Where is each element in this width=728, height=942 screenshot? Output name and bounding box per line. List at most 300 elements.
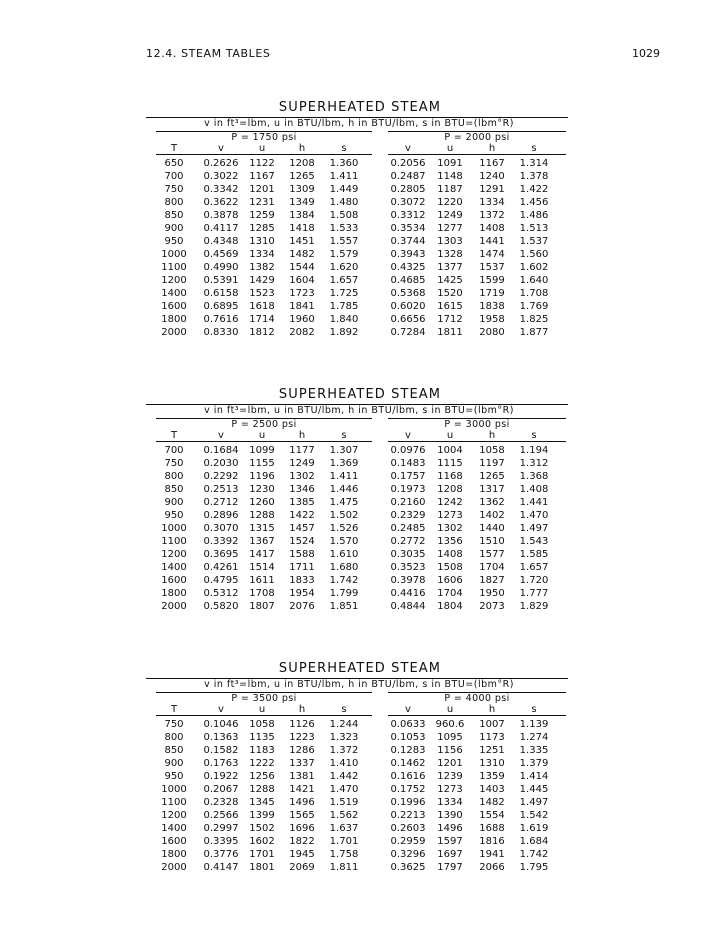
table-cell: 1148 (437, 171, 463, 182)
table-cell: 1230 (249, 484, 275, 495)
table-cell: 1249 (289, 458, 315, 469)
table-cell: 1960 (289, 314, 315, 325)
table-cell: 1167 (249, 171, 275, 182)
table-cell: 1615 (437, 301, 463, 312)
table-cell: 0.4147 (203, 862, 239, 873)
table-cell: 1811 (437, 327, 463, 338)
table-cell: 1800 (161, 588, 187, 599)
table-cell: 1273 (437, 784, 463, 795)
table-cell: 1599 (479, 275, 505, 286)
table-row (146, 287, 568, 300)
table-cell: 1.684 (519, 836, 549, 847)
table-row (146, 470, 568, 483)
table-cell: 1317 (479, 484, 505, 495)
table-cell: 1.640 (519, 275, 549, 286)
table-row (146, 157, 568, 170)
table-cell: 0.4325 (390, 262, 426, 273)
table-cell: 1000 (161, 523, 187, 534)
table-cell: 0.3523 (390, 562, 426, 573)
section-header: 12.4. STEAM TABLES (146, 47, 271, 60)
table-cell: 0.1684 (203, 445, 239, 456)
table-cell: 0.3625 (390, 862, 426, 873)
table-cell: 0.1616 (390, 771, 426, 782)
table-cell: 1242 (437, 497, 463, 508)
pressure-label-left: P = 3500 psi (231, 693, 297, 704)
table-cell: 1816 (479, 836, 505, 847)
table-cell: 0.2487 (390, 171, 426, 182)
table-cell: 1.570 (329, 536, 359, 547)
table-cell: 1.368 (519, 471, 549, 482)
table-cell: 1208 (289, 158, 315, 169)
table-cell: 1.408 (519, 484, 549, 495)
table-cell: 0.2292 (203, 471, 239, 482)
units-line: v in ft³=lbm, u in BTU/lbm, h in BTU/lbm, s in BTU=(lbm°R) (204, 118, 514, 129)
table-cell: 2080 (479, 327, 505, 338)
table-cell: 2000 (161, 601, 187, 612)
table-cell: 0.5820 (203, 601, 239, 612)
table-cell: 1.502 (329, 510, 359, 521)
table-cell: 1.720 (519, 575, 549, 586)
table-cell: 0.1763 (203, 758, 239, 769)
column-header: v (405, 704, 411, 715)
table-cell: 0.7616 (203, 314, 239, 325)
table-cell: 0.3296 (390, 849, 426, 860)
table-cell: 0.1922 (203, 771, 239, 782)
table-cell: 1.480 (329, 197, 359, 208)
column-header-row (146, 429, 568, 442)
table-cell: 1315 (249, 523, 275, 534)
table-cell: 800 (164, 197, 184, 208)
table-cell: 1554 (479, 810, 505, 821)
table-cell: 1197 (479, 458, 505, 469)
table-row (146, 861, 568, 874)
table-cell: 1367 (249, 536, 275, 547)
table-cell: 1422 (289, 510, 315, 521)
table-cell: 0.1046 (203, 719, 239, 730)
table-cell: 1712 (437, 314, 463, 325)
table-cell: 1377 (437, 262, 463, 273)
table-cell: 1441 (479, 236, 505, 247)
table-cell: 0.1757 (390, 471, 426, 482)
table-cell: 1.742 (329, 575, 359, 586)
table-cell: 0.3072 (390, 197, 426, 208)
table-cell: 1.411 (329, 171, 359, 182)
table-cell: 850 (164, 745, 184, 756)
page-number: 1029 (632, 47, 660, 60)
table-cell: 0.2513 (203, 484, 239, 495)
table-cell: 1833 (289, 575, 315, 586)
table-cell: 1.610 (329, 549, 359, 560)
table-cell: 1231 (249, 197, 275, 208)
table-cell: 0.2566 (203, 810, 239, 821)
column-header: s (531, 143, 537, 154)
table-cell: 1126 (289, 719, 315, 730)
pressure-label-left: P = 1750 psi (231, 132, 297, 143)
table-cell: 1440 (479, 523, 505, 534)
table-cell: 1122 (249, 158, 275, 169)
table-cell: 800 (164, 471, 184, 482)
column-header: u (446, 430, 454, 441)
table-cell: 1565 (289, 810, 315, 821)
table-cell: 1.602 (519, 262, 549, 273)
column-header: u (258, 143, 266, 154)
table-cell: 0.3392 (203, 536, 239, 547)
table-cell: 1618 (249, 301, 275, 312)
table-cell: 1.470 (329, 784, 359, 795)
table-cell: 1196 (249, 471, 275, 482)
table-cell: 1714 (249, 314, 275, 325)
table-cell: 1.758 (329, 849, 359, 860)
table-cell: 0.3342 (203, 184, 239, 195)
table-cell: 2066 (479, 862, 505, 873)
table-row (146, 170, 568, 183)
table-cell: 1954 (289, 588, 315, 599)
table-row (146, 848, 568, 861)
table-row (146, 496, 568, 509)
table-cell: 1.360 (329, 158, 359, 169)
table-cell: 0.3022 (203, 171, 239, 182)
table-cell: 1.369 (329, 458, 359, 469)
table-cell: 1302 (437, 523, 463, 534)
table-cell: 1240 (479, 171, 505, 182)
table-cell: 1704 (479, 562, 505, 573)
table-cell: 1520 (437, 288, 463, 299)
column-header: s (341, 430, 347, 441)
table-cell: 2000 (161, 327, 187, 338)
table-cell: 0.3744 (390, 236, 426, 247)
table-cell: 1.526 (329, 523, 359, 534)
table-cell: 1208 (437, 484, 463, 495)
table-cell: 1600 (161, 836, 187, 847)
table-cell: 0.3312 (390, 210, 426, 221)
table-cell: 1804 (437, 601, 463, 612)
table-cell: 1265 (289, 171, 315, 182)
table-cell: 1288 (249, 784, 275, 795)
table-cell: 2082 (289, 327, 315, 338)
table-cell: 800 (164, 732, 184, 743)
table-cell: 1408 (479, 223, 505, 234)
table-cell: 1537 (479, 262, 505, 273)
table-cell: 1.497 (519, 797, 549, 808)
table-cell: 1544 (289, 262, 315, 273)
table-cell: 0.0633 (390, 719, 426, 730)
table-cell: 2076 (289, 601, 315, 612)
column-header: h (488, 430, 496, 441)
table-cell: 1288 (249, 510, 275, 521)
table-cell: 0.2056 (390, 158, 426, 169)
table-cell: 1359 (479, 771, 505, 782)
table-cell: 1.560 (519, 249, 549, 260)
table-cell: 1058 (479, 445, 505, 456)
table-cell: 0.3695 (203, 549, 239, 560)
table-cell: 1.829 (519, 601, 549, 612)
table-cell: 1.519 (329, 797, 359, 808)
table-cell: 0.4569 (203, 249, 239, 260)
table-cell: 0.1582 (203, 745, 239, 756)
pressure-label-left: P = 2500 psi (231, 419, 297, 430)
table-cell: 1.508 (329, 210, 359, 221)
table-cell: 1277 (437, 223, 463, 234)
table-cell: 900 (164, 497, 184, 508)
table-cell: 1.411 (329, 471, 359, 482)
table-row (146, 326, 568, 339)
table-cell: 1099 (249, 445, 275, 456)
table-cell: 1285 (249, 223, 275, 234)
table-cell: 1200 (161, 549, 187, 560)
table-cell: 1000 (161, 784, 187, 795)
table-cell: 1451 (289, 236, 315, 247)
table-cell: 1588 (289, 549, 315, 560)
table-cell: 1502 (249, 823, 275, 834)
table-cell: 1309 (289, 184, 315, 195)
table-cell: 1941 (479, 849, 505, 860)
table-cell: 1.445 (519, 784, 549, 795)
table-cell: 0.1053 (390, 732, 426, 743)
table-row (146, 757, 568, 770)
table-cell: 1.456 (519, 197, 549, 208)
table-cell: 0.1973 (390, 484, 426, 495)
table-cell: 1058 (249, 719, 275, 730)
table-cell: 750 (164, 719, 184, 730)
table-cell: 1302 (289, 471, 315, 482)
table-cell: 1950 (479, 588, 505, 599)
table-cell: 1259 (249, 210, 275, 221)
table-cell: 1.811 (329, 862, 359, 873)
table-cell: 2073 (479, 601, 505, 612)
table-cell: 1334 (249, 249, 275, 260)
table-cell: 1.543 (519, 536, 549, 547)
table-cell: 1523 (249, 288, 275, 299)
table-cell: 0.3395 (203, 836, 239, 847)
table-cell: 1.557 (329, 236, 359, 247)
table-row (146, 822, 568, 835)
table-cell: 1286 (289, 745, 315, 756)
table-cell: 1334 (479, 197, 505, 208)
table-cell: 1508 (437, 562, 463, 573)
table-row (146, 209, 568, 222)
table-cell: 0.1363 (203, 732, 239, 743)
table-cell: 1.579 (329, 249, 359, 260)
table-row (146, 796, 568, 809)
pressure-label-right: P = 2000 psi (444, 132, 510, 143)
steam-table-1 (146, 100, 568, 339)
table-cell: 1838 (479, 301, 505, 312)
table-row (146, 522, 568, 535)
table-cell: 1256 (249, 771, 275, 782)
table-cell: 1173 (479, 732, 505, 743)
table-row (146, 835, 568, 848)
column-header: v (405, 430, 411, 441)
table-cell: 0.4348 (203, 236, 239, 247)
column-header-row (146, 703, 568, 716)
table-cell: 1606 (437, 575, 463, 586)
table-cell: 1696 (289, 823, 315, 834)
table-cell: 1.701 (329, 836, 359, 847)
table-cell: 1417 (249, 549, 275, 560)
column-header: u (258, 430, 266, 441)
table-cell: 1.486 (519, 210, 549, 221)
table-cell: 1.825 (519, 314, 549, 325)
table-cell: 1260 (249, 497, 275, 508)
table-cell: 0.5312 (203, 588, 239, 599)
table-cell: 1708 (249, 588, 275, 599)
table-title: SUPERHEATED STEAM (278, 100, 442, 115)
table-row (146, 535, 568, 548)
table-cell: 700 (164, 171, 184, 182)
table-cell: 1100 (161, 536, 187, 547)
table-cell: 0.3622 (203, 197, 239, 208)
table-cell: 1600 (161, 575, 187, 586)
table-cell: 0.6158 (203, 288, 239, 299)
table-cell: 1.562 (329, 810, 359, 821)
table-cell: 1400 (161, 823, 187, 834)
table-cell: 0.3776 (203, 849, 239, 860)
table-cell: 900 (164, 758, 184, 769)
table-cell: 0.1462 (390, 758, 426, 769)
table-cell: 1.725 (329, 288, 359, 299)
table-cell: 1719 (479, 288, 505, 299)
table-cell: 1362 (479, 497, 505, 508)
table-cell: 650 (164, 158, 184, 169)
table-cell: 1183 (249, 745, 275, 756)
pressure-label-right: P = 3000 psi (444, 419, 510, 430)
table-row (146, 300, 568, 313)
table-cell: 1496 (289, 797, 315, 808)
table-row (146, 574, 568, 587)
table-cell: 1597 (437, 836, 463, 847)
table-cell: 1945 (289, 849, 315, 860)
column-header: T (170, 704, 178, 715)
table-cell: 0.2603 (390, 823, 426, 834)
table-cell: 950 (164, 236, 184, 247)
table-cell: 1115 (437, 458, 463, 469)
table-cell: 0.6895 (203, 301, 239, 312)
table-cell: 1345 (249, 797, 275, 808)
table-cell: 0.0976 (390, 445, 426, 456)
table-cell: 750 (164, 458, 184, 469)
table-cell: 1328 (437, 249, 463, 260)
pressure-label-right: P = 4000 psi (444, 693, 510, 704)
column-header: s (341, 143, 347, 154)
table-cell: 1222 (249, 758, 275, 769)
table-cell: 1403 (479, 784, 505, 795)
table-cell: 0.2160 (390, 497, 426, 508)
column-header: h (488, 704, 496, 715)
table-cell: 1337 (289, 758, 315, 769)
table-cell: 1385 (289, 497, 315, 508)
table-row (146, 731, 568, 744)
table-cell: 1.379 (519, 758, 549, 769)
table-row (146, 744, 568, 757)
table-cell: 1711 (289, 562, 315, 573)
table-cell: 1.657 (329, 275, 359, 286)
table-cell: 0.8330 (203, 327, 239, 338)
table-row (146, 196, 568, 209)
table-cell: 1334 (437, 797, 463, 808)
table-cell: 1723 (289, 288, 315, 299)
table-cell: 0.4685 (390, 275, 426, 286)
table-cell: 0.4990 (203, 262, 239, 273)
table-cell: 1177 (289, 445, 315, 456)
table-cell: 1265 (479, 471, 505, 482)
table-row (146, 483, 568, 496)
table-cell: 1.314 (519, 158, 549, 169)
table-cell: 0.2805 (390, 184, 426, 195)
table-cell: 1356 (437, 536, 463, 547)
table-cell: 700 (164, 445, 184, 456)
table-row (146, 222, 568, 235)
table-row (146, 444, 568, 457)
column-header: v (218, 704, 224, 715)
table-cell: 1201 (437, 758, 463, 769)
table-cell: 1384 (289, 210, 315, 221)
table-cell: 1841 (289, 301, 315, 312)
table-row (146, 587, 568, 600)
table-cell: 1688 (479, 823, 505, 834)
table-cell: 1812 (249, 327, 275, 338)
table-cell: 1.657 (519, 562, 549, 573)
table-cell: 1797 (437, 862, 463, 873)
column-header: h (488, 143, 496, 154)
units-line: v in ft³=lbm, u in BTU/lbm, h in BTU/lbm, s in BTU=(lbm°R) (204, 679, 514, 690)
table-cell: 1100 (161, 797, 187, 808)
table-cell: 1400 (161, 562, 187, 573)
table-row (146, 457, 568, 470)
table-cell: 1310 (479, 758, 505, 769)
table-cell: 0.2213 (390, 810, 426, 821)
table-cell: 1600 (161, 301, 187, 312)
table-cell: 1.892 (329, 327, 359, 338)
table-cell: 1425 (437, 275, 463, 286)
table-cell: 1822 (289, 836, 315, 847)
table-title: SUPERHEATED STEAM (278, 661, 442, 676)
steam-table-2 (146, 387, 568, 613)
table-cell: 1496 (437, 823, 463, 834)
table-cell: 1390 (437, 810, 463, 821)
column-header: s (341, 704, 347, 715)
table-cell: 1.513 (519, 223, 549, 234)
table-cell: 0.4795 (203, 575, 239, 586)
table-cell: 1349 (289, 197, 315, 208)
table-cell: 1000 (161, 249, 187, 260)
table-cell: 0.3035 (390, 549, 426, 560)
table-cell: 0.1283 (390, 745, 426, 756)
column-header: s (531, 430, 537, 441)
table-cell: 1.470 (519, 510, 549, 521)
column-header: u (446, 704, 454, 715)
table-cell: 0.4416 (390, 588, 426, 599)
table-cell: 1604 (289, 275, 315, 286)
table-cell: 1.708 (519, 288, 549, 299)
table-cell: 900 (164, 223, 184, 234)
table-cell: 1220 (437, 197, 463, 208)
table-cell: 1.139 (519, 719, 549, 730)
table-cell: 1187 (437, 184, 463, 195)
column-header: h (298, 430, 306, 441)
table-cell: 1.475 (329, 497, 359, 508)
table-cell: 2000 (161, 862, 187, 873)
table-cell: 0.2896 (203, 510, 239, 521)
table-row (146, 770, 568, 783)
table-cell: 950 (164, 510, 184, 521)
table-cell: 1.312 (519, 458, 549, 469)
table-cell: 2069 (289, 862, 315, 873)
table-cell: 1.372 (329, 745, 359, 756)
table-row (146, 183, 568, 196)
table-row (146, 248, 568, 261)
table-cell: 0.2328 (203, 797, 239, 808)
column-header: h (298, 143, 306, 154)
